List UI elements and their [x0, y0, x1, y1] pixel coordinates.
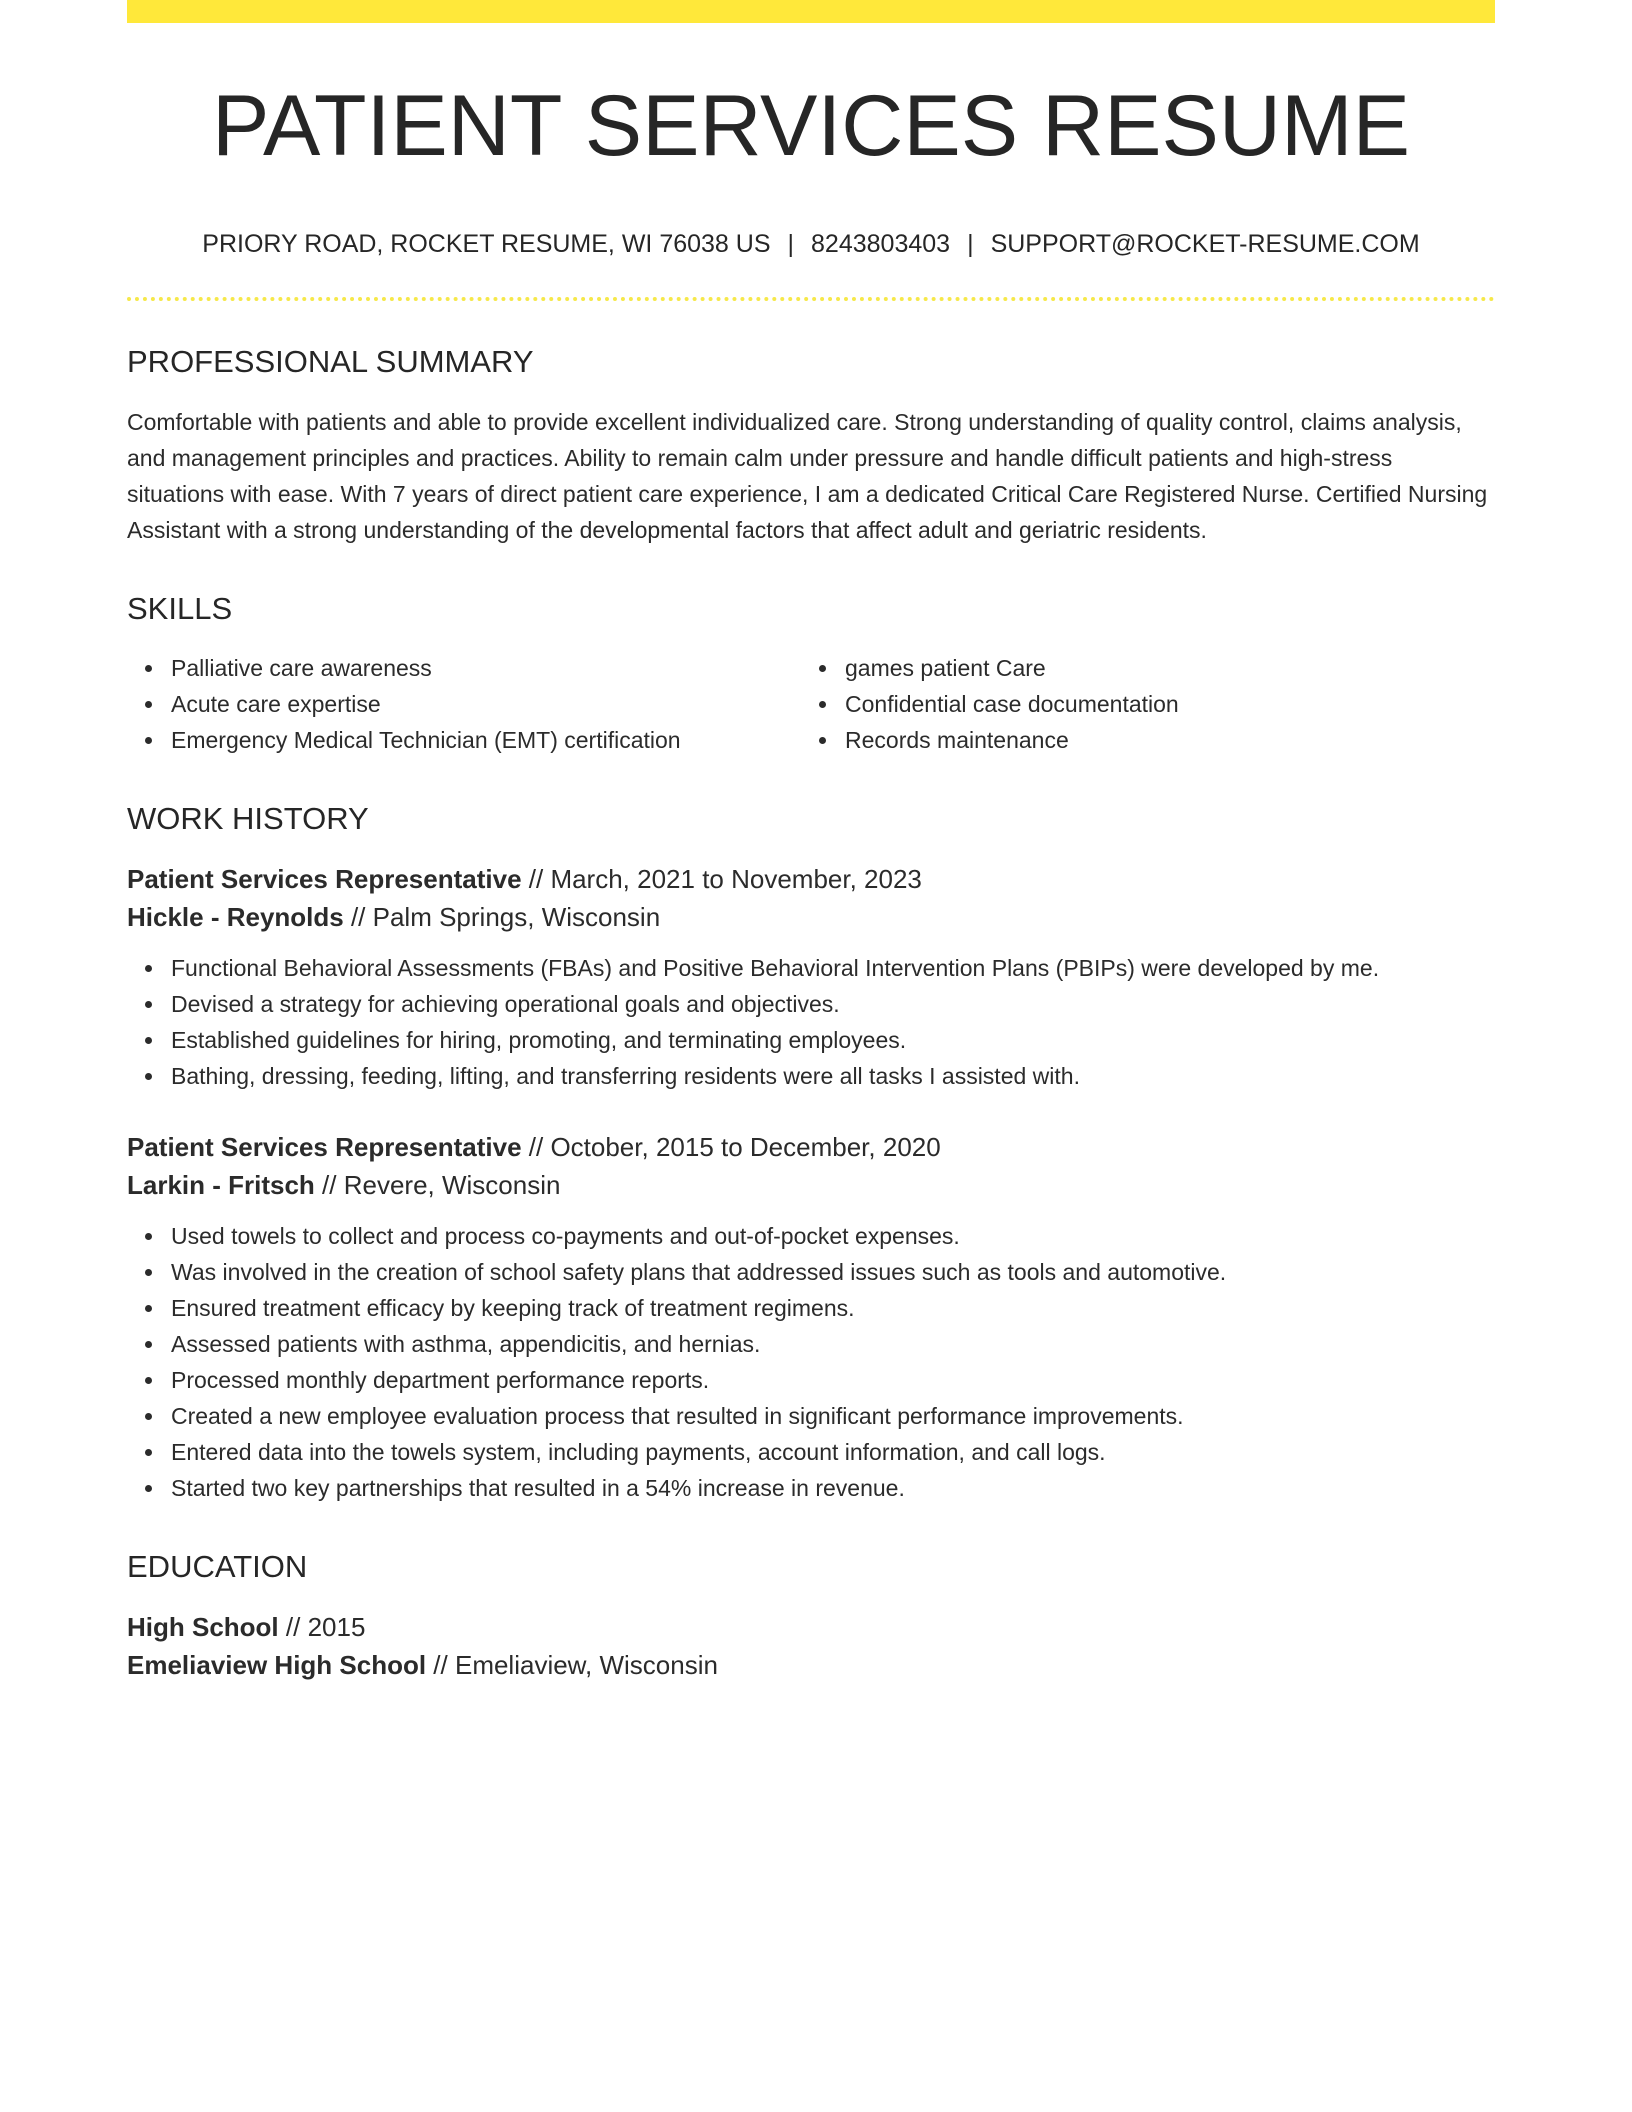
summary-text: Comfortable with patients and able to provide excellent individualized care. Strong understanding of quality control, claims analysis, and management principles and practices. Ability to remain calm under pressure and handle difficult patients and high-stress situations with ease. With 7 years of direct patient care experience, I am a dedicated Critical Care Registered Nurse. Certified Nursing Assistant with a strong understanding of the developmental factors that affect adult and geriatric residents.: [127, 409, 1488, 544]
education-location: // Emeliaview, Wisconsin: [426, 1650, 718, 1681]
job-entry: [127, 860, 1495, 1094]
skill-item: Acute care expertise: [171, 686, 801, 722]
job-bullet: Ensured treatment efficacy by keeping track of treatment regimens.: [171, 1290, 1495, 1326]
skill-item: games patient Care: [845, 650, 1475, 686]
job-dates: // October, 2015 to December, 2020: [521, 1132, 941, 1163]
job-title: Patient Services Representative: [127, 1132, 522, 1163]
job-bullet: Bathing, dressing, feeding, lifting, and transferring residents were all tasks I assisted with.: [171, 1058, 1495, 1094]
job-title-line: [127, 860, 1495, 898]
job-title-line: [127, 1128, 1495, 1166]
job-title: Patient Services Representative: [127, 864, 522, 895]
job-location: // Palm Springs, Wisconsin: [343, 902, 661, 933]
job-bullet: Functional Behavioral Assessments (FBAs) and Positive Behavioral Intervention Plans (PBIPs) were developed by me.: [171, 950, 1495, 986]
summary-heading: PROFESSIONAL SUMMARY: [127, 344, 534, 379]
job-bullets: [127, 1218, 1495, 1506]
job-bullet: Started two key partnerships that resulted in a 54% increase in revenue.: [171, 1470, 1495, 1506]
job-bullets: [127, 950, 1495, 1094]
job-location: // Revere, Wisconsin: [314, 1170, 561, 1201]
resume-title: PATIENT SERVICES RESUME: [212, 78, 1410, 174]
resume-page: [127, 0, 1495, 1684]
job-company: Larkin - Fritsch: [127, 1170, 315, 1201]
contact-phone: 8243803403: [811, 230, 951, 258]
job-bullet: Created a new employee evaluation process that resulted in significant performance improvements.: [171, 1398, 1495, 1434]
education-school: Emeliaview High School: [127, 1650, 427, 1681]
contact-separator: |: [967, 230, 974, 258]
job-bullet: Was involved in the creation of school safety plans that addressed issues such as tools and automotive.: [171, 1254, 1495, 1290]
skill-item: Palliative care awareness: [171, 650, 801, 686]
skills-column-right: [801, 650, 1475, 758]
contact-email: SUPPORT@ROCKET-RESUME.COM: [990, 230, 1420, 258]
job-bullet: Established guidelines for hiring, promoting, and terminating employees.: [171, 1022, 1495, 1058]
skills-column-left: [127, 650, 801, 758]
skill-item: Confidential case documentation: [845, 686, 1475, 722]
job-bullet: Assessed patients with asthma, appendicitis, and hernias.: [171, 1326, 1495, 1362]
job-bullet: Devised a strategy for achieving operational goals and objectives.: [171, 986, 1495, 1022]
education-degree-line: [127, 1608, 1495, 1646]
job-company-line: [127, 1166, 1495, 1204]
contact-address: PRIORY ROAD, ROCKET RESUME, WI 76038 US: [202, 230, 771, 258]
education-year: // 2015: [278, 1612, 366, 1643]
contact-separator: |: [787, 230, 795, 258]
job-company-line: [127, 898, 1495, 936]
accent-top-bar: [127, 0, 1495, 23]
education-school-line: [127, 1646, 1495, 1684]
job-bullet: Processed monthly department performance reports.: [171, 1362, 1495, 1398]
contact-line: [127, 229, 1495, 259]
skills-heading: SKILLS: [127, 591, 233, 627]
job-bullet: Used towels to collect and process co-payments and out-of-pocket expenses.: [171, 1218, 1495, 1254]
education-degree: High School: [127, 1612, 279, 1643]
education-heading: EDUCATION: [127, 1549, 308, 1585]
job-bullet: Entered data into the towels system, including payments, account information, and call logs.: [171, 1434, 1495, 1470]
header-divider: [127, 297, 1495, 301]
skill-item: Records maintenance: [845, 722, 1475, 758]
skill-item: Emergency Medical Technician (EMT) certification: [171, 722, 801, 758]
skills-list: [127, 650, 1495, 758]
education-entry: [127, 1608, 1495, 1684]
job-entry: [127, 1128, 1495, 1506]
work-history-heading: WORK HISTORY: [127, 801, 369, 837]
job-company: Hickle - Reynolds: [127, 902, 344, 933]
job-dates: // March, 2021 to November, 2023: [521, 864, 922, 895]
